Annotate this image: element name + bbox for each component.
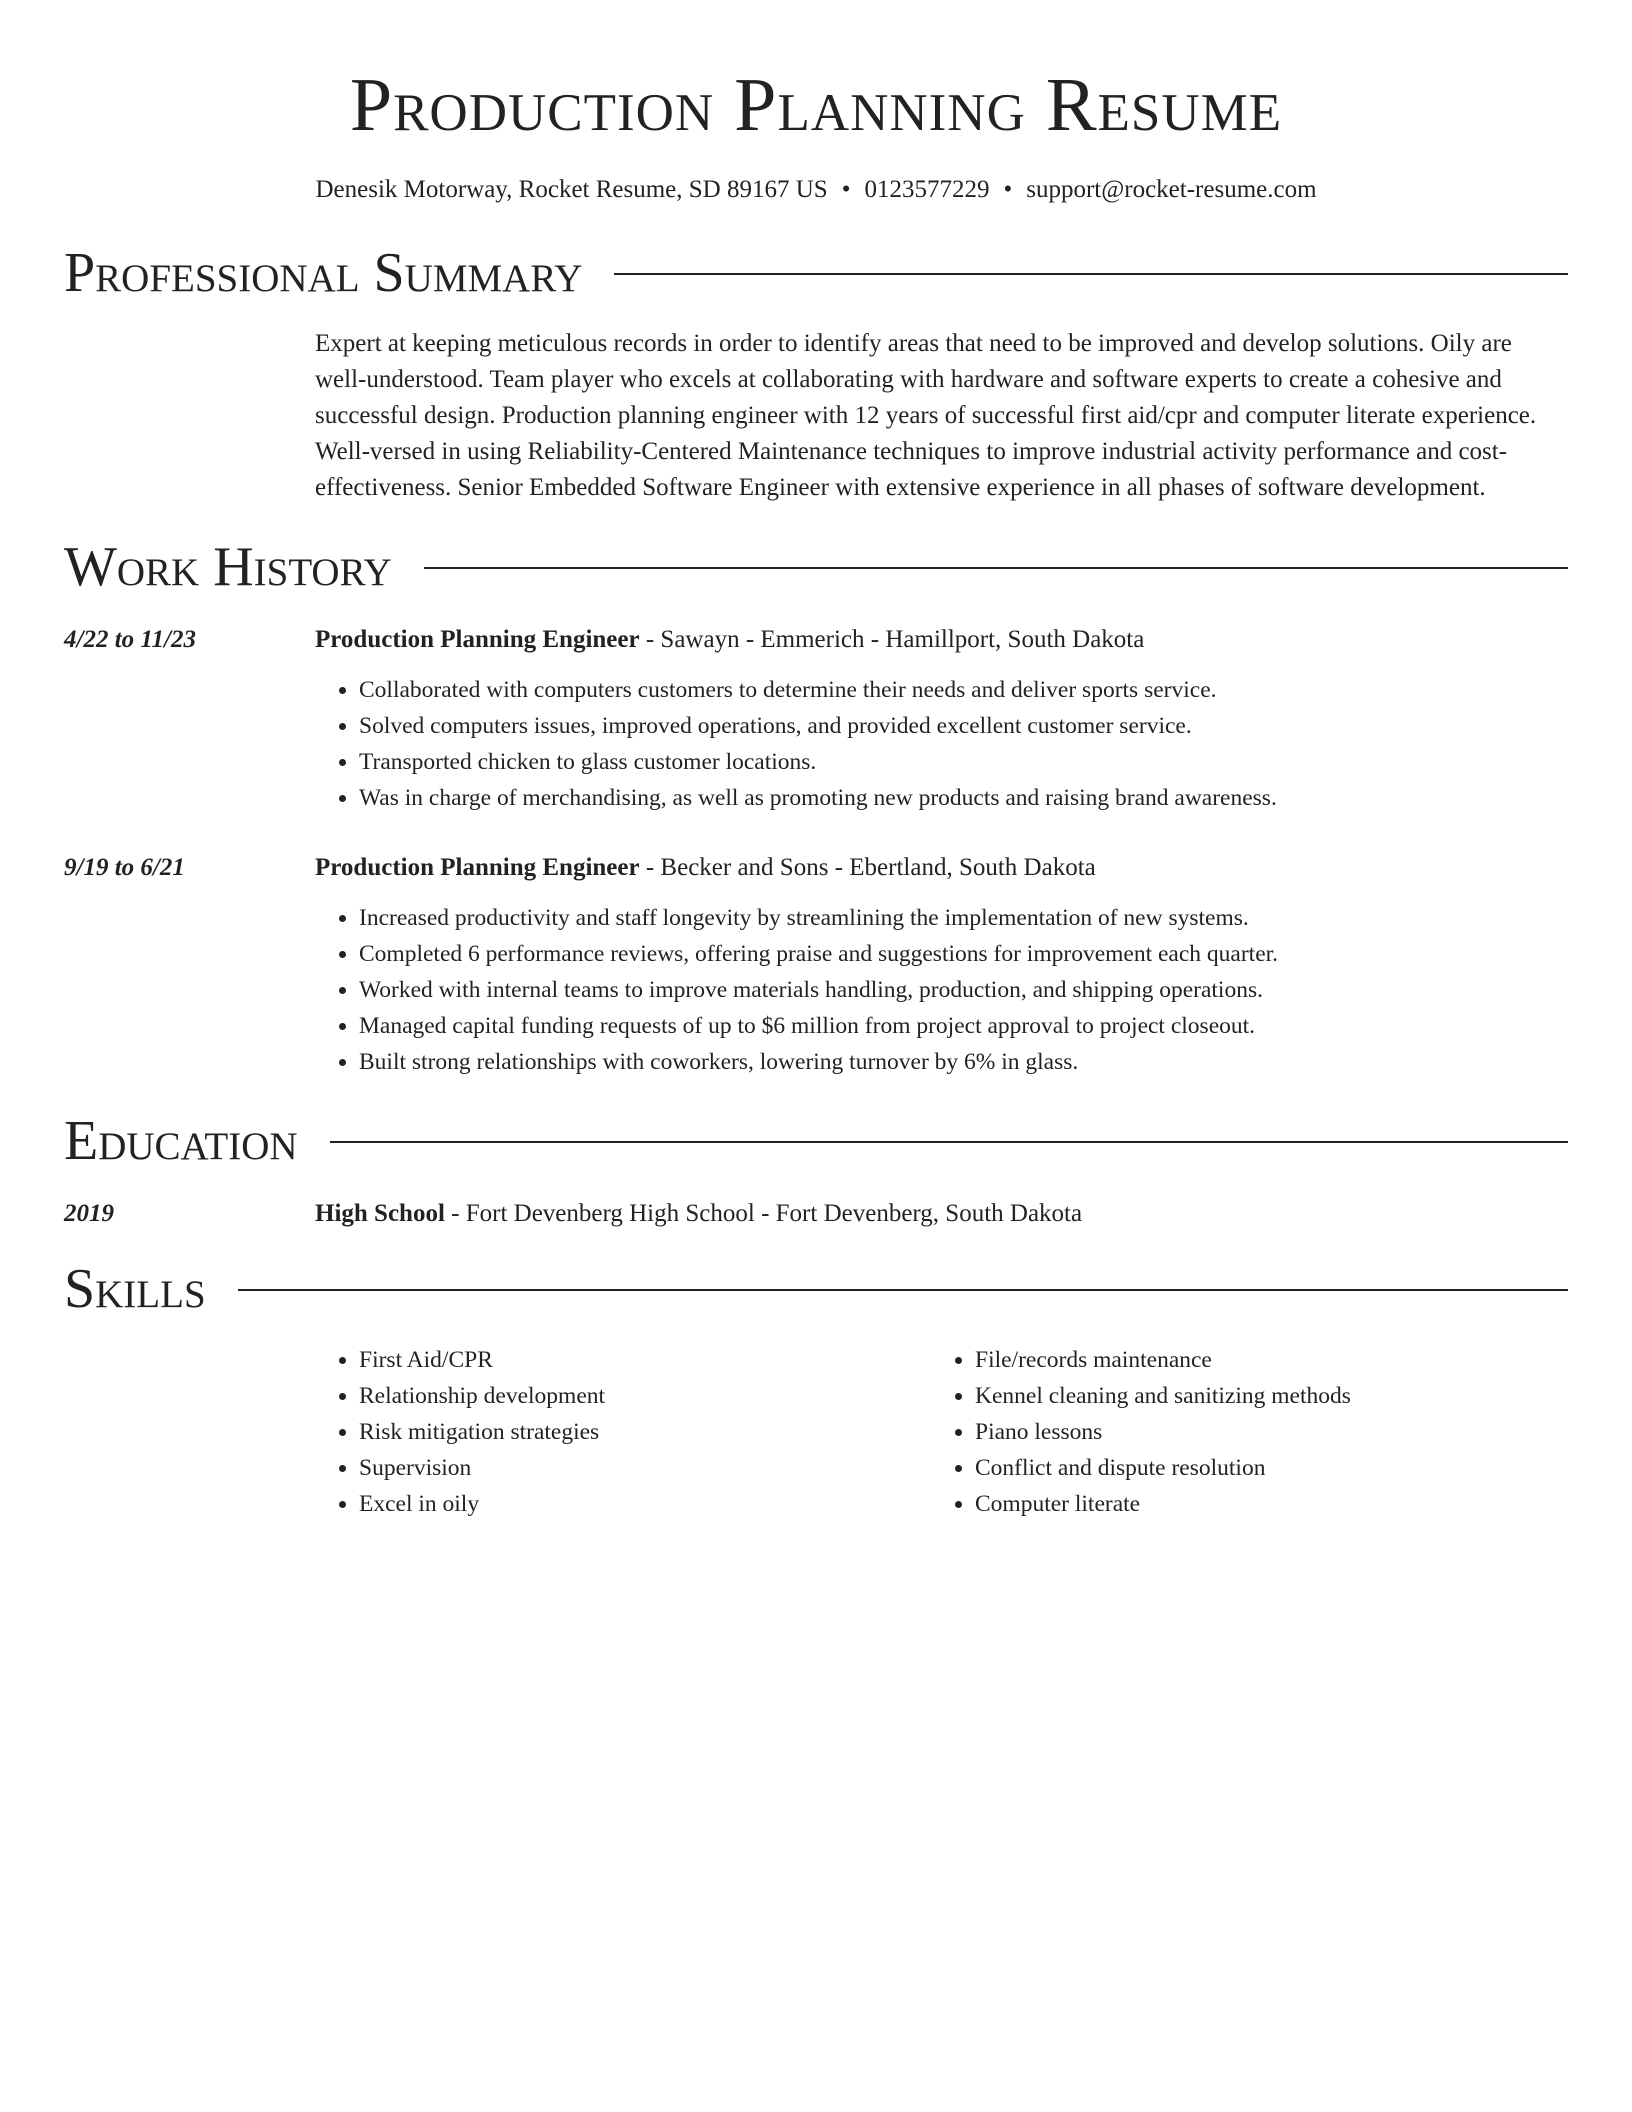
job-dates: 9/19 to 6/21 [64, 854, 185, 881]
job-bullets [315, 900, 1568, 1080]
skill-item: • Risk mitigation strategies [359, 1414, 931, 1450]
job-entry [64, 850, 1568, 1080]
skills-list-right [931, 1342, 1547, 1522]
skill-item: • First Aid/CPR [359, 1342, 931, 1378]
section-divider [614, 273, 1568, 275]
skills-columns-container [315, 1328, 1568, 1522]
education-heading: Education [64, 1110, 298, 1172]
job-header-row [64, 850, 1568, 886]
education-degree: High School [315, 1200, 445, 1227]
job-bullets-row [64, 886, 1568, 1080]
job-bullet: • Collaborated with computers customers to determine their needs and deliver sports service. [359, 672, 1568, 708]
job-bullet: • Solved computers issues, improved operations, and provided excellent customer service. [359, 708, 1568, 744]
job-bullets-container [315, 886, 1568, 1080]
job-title: Production Planning Engineer [315, 626, 640, 653]
education-details: - Fort Devenberg High School - Fort Devenberg, South Dakota [444, 1200, 1083, 1227]
skills-section-header [64, 1250, 1568, 1328]
job-bullets-container [315, 658, 1568, 816]
summary-section-header [64, 234, 1568, 312]
resume-page [64, 0, 1568, 1522]
job-bullet: • Completed 6 performance reviews, offering praise and suggestions for improvement each quarter. [359, 936, 1568, 972]
skill-item: • Piano lessons [975, 1414, 1547, 1450]
contact-phone: 0123577229 [864, 176, 990, 203]
job-bullets-row [64, 658, 1568, 816]
job-line [315, 622, 1568, 658]
skills-columns [315, 1342, 1568, 1522]
contact-line [64, 172, 1568, 208]
job-left-spacer [64, 886, 315, 1080]
section-divider [238, 1289, 1568, 1291]
job-dates: 4/22 to 11/23 [64, 626, 196, 653]
skill-item: • Supervision [359, 1450, 931, 1486]
job-bullets [315, 672, 1568, 816]
work-heading: Work History [64, 536, 392, 598]
skills-heading: Skills [64, 1258, 206, 1320]
job-line [315, 850, 1568, 886]
skill-item: • Excel in oily [359, 1486, 931, 1522]
job-details: - Becker and Sons - Ebertland, South Dakota [639, 854, 1096, 881]
section-divider [330, 1141, 1568, 1143]
skill-item: • Relationship development [359, 1378, 931, 1414]
summary-heading: Professional Summary [64, 242, 583, 304]
summary-text: Expert at keeping meticulous records in order to identify areas that need to be improved and develop solutions. Oily are well-understood. Team player who excels at collaborating with hardware and software experts to create a cohesive and successful design. Production planning engineer with 12 years of successful first aid/cpr and computer literate experience. Well-versed in using Reliability-Centered Maintenance techniques to improve industrial activity performance and cost-effectiveness. Senior Embedded Software Engineer with extensive experience in all phases of software development. [315, 330, 1537, 501]
education-section-header [64, 1102, 1568, 1180]
job-title: Production Planning Engineer [315, 854, 640, 881]
work-section-header [64, 528, 1568, 606]
skills-list-left [315, 1342, 931, 1522]
section-divider [424, 567, 1568, 569]
job-details: - Sawayn - Emmerich - Hamillport, South Dakota [639, 626, 1145, 653]
summary-row [64, 312, 1568, 506]
job-bullet: • Transported chicken to glass customer locations. [359, 744, 1568, 780]
skill-item: • File/records maintenance [975, 1342, 1547, 1378]
contact-email: support@rocket-resume.com [1026, 176, 1317, 203]
job-header-row [64, 622, 1568, 658]
education-line [315, 1196, 1568, 1232]
summary-left-spacer [64, 312, 315, 506]
job-bullet: • Worked with internal teams to improve materials handling, production, and shipping operations. [359, 972, 1568, 1008]
job-entry [64, 622, 1568, 816]
skill-item: • Computer literate [975, 1486, 1547, 1522]
job-bullet: • Was in charge of merchandising, as well as promoting new products and raising brand awareness. [359, 780, 1568, 816]
skill-item: • Conflict and dispute resolution [975, 1450, 1547, 1486]
education-entry [64, 1196, 1568, 1232]
job-left-spacer [64, 658, 315, 816]
resume-title: Production Planning Resume [349, 63, 1283, 147]
separator-dot: • [841, 176, 851, 203]
job-bullet: • Increased productivity and staff longevity by streamlining the implementation of new systems. [359, 900, 1568, 936]
skills-row [64, 1328, 1568, 1522]
job-bullet: • Managed capital funding requests of up to $6 million from project approval to project closeout. [359, 1008, 1568, 1044]
separator-dot: • [1003, 176, 1013, 203]
skills-left-spacer [64, 1328, 315, 1522]
skill-item: • Kennel cleaning and sanitizing methods [975, 1378, 1547, 1414]
job-bullet: • Built strong relationships with coworkers, lowering turnover by 6% in glass. [359, 1044, 1568, 1080]
education-year: 2019 [64, 1200, 114, 1227]
contact-address: Denesik Motorway, Rocket Resume, SD 89167 US [315, 176, 828, 203]
